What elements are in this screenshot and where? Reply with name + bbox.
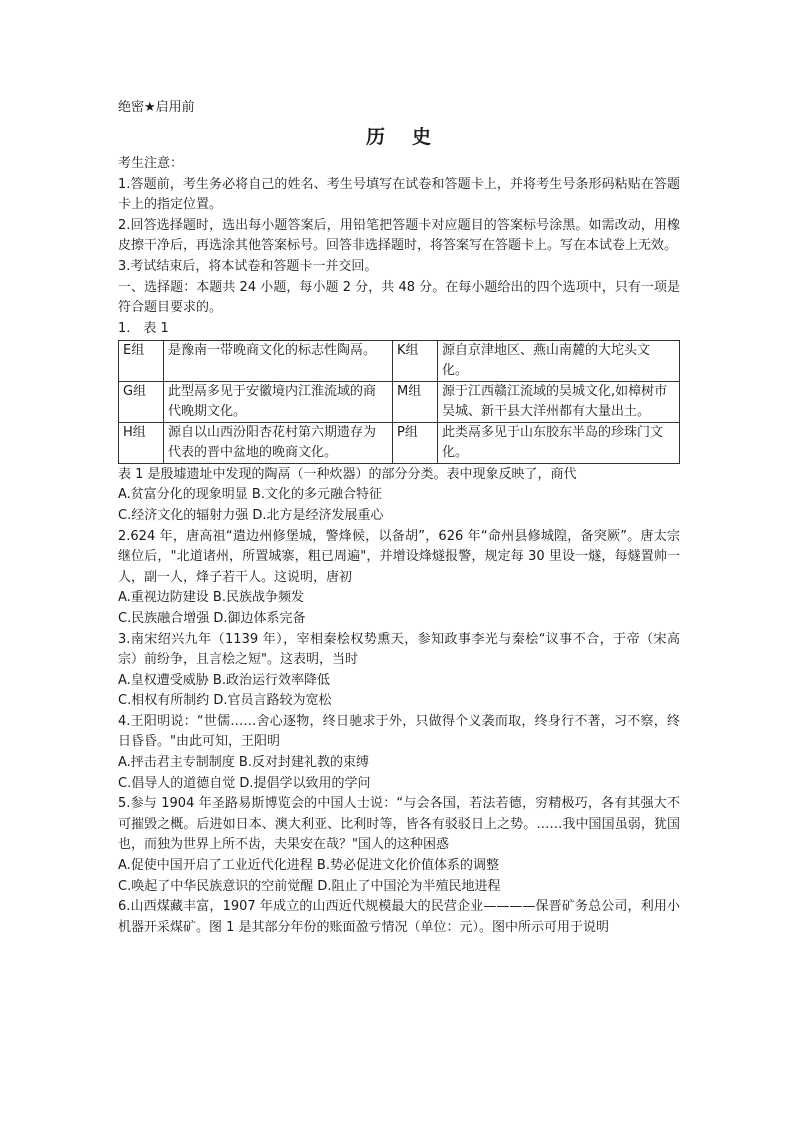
q2-stem: 2.624 年，唐高祖“遣边州修堡城，警烽候，以备胡”，626 年“命州县修城隍，备突厥”。唐太宗继位后，"北道诸州，所置城寨，粗已周遍"，并增设烽燧报警，规定每 30 里设一燧，每燧置帅一人，副一人，烽子若干人。这说明，唐初 <box>118 528 680 585</box>
q4-options-ab: A.抨击君主专制制度 B.反对封建礼教的束缚 <box>118 755 369 771</box>
q3-options-ab: A.皇权遭受威胁 B.政治运行效率降低 <box>118 672 330 688</box>
notice-heading: 考生注意： <box>118 156 184 171</box>
q3-options-cd: C.相权有所制约 D.官员言路较为宽松 <box>118 693 332 709</box>
table-row <box>119 422 680 463</box>
q6-stem: 6.山西煤藏丰富，1907 年成立的山西近代规模最大的民营企业————保晋矿务总公司，利用小机器开采煤矿。图 1 是其部分年份的账面盈亏情况（单位：元）。图中所示可用于说明 <box>118 899 680 935</box>
q4-options-cd: C.倡导人的道德自觉 D.提倡学以致用的学问 <box>118 775 371 791</box>
q5-stem: 5.参与 1904 年圣路易斯博览会的中国人士说：“与会各国，若法若德，穷精极巧，各有其强大不可摧毁之概。后进如日本、澳大利亚、比利时等，皆各有驳驳日上之势。……我中国国虽弱，犹国也，而独为世界上所不齿，夫果安在哉？"国人的这种困惑 <box>118 796 680 853</box>
q5-options-cd: C.唤起了中华民族意识的空前觉醒 D.阻止了中国沦为半殖民地进程 <box>118 878 501 894</box>
notice-item-3: 3.考试结束后，将本试卷和答题卡一并交回。 <box>118 258 378 274</box>
pottery-table <box>118 340 680 464</box>
confidential-mark: 绝密★启用前 <box>118 100 195 115</box>
table-cell: 源于江西赣江流域的吴城文化,如樟树市吴城、新干县大洋州都有大量出土。 <box>438 381 680 422</box>
q3-stem: 3.南宋绍兴九年（1139 年），宰相秦桧权势熏天，参知政事李光与秦桧“议事不合，于帝（宋高宗）前纷争，且言桧之短"。这表明，当时 <box>118 631 680 668</box>
table-cell: E组 <box>119 340 164 381</box>
title-char-2: 史 <box>412 126 433 148</box>
q1-stem: 表 1 是殷墟遗址中发现的陶鬲（一种炊器）的部分分类。表中现象反映了，商代 <box>118 466 577 482</box>
exam-page <box>118 96 680 938</box>
table-cell: 是豫南一带晚商文化的标志性陶鬲。 <box>164 340 393 381</box>
table-cell: H组 <box>119 422 164 463</box>
q2-options-ab: A.重视边防建设 B.民族战争频发 <box>118 590 304 606</box>
table-cell: 此类鬲多见于山东胶东半岛的珍珠门文化。 <box>438 422 680 463</box>
table-cell: P组 <box>393 422 438 463</box>
table-row <box>119 381 680 422</box>
title-char-1: 历 <box>365 126 386 148</box>
notice-item-1: 1.答题前，考生务必将自己的姓名、考生号填写在试卷和答题卡上，并将考生号条形码粘贴在答题卡上的指定位置。 <box>118 176 680 213</box>
q1-options-ab: A.贫富分化的现象明显 B.文化的多元融合特征 <box>118 487 382 503</box>
q5-options-ab: A.促使中国开启了工业近代化进程 B.势必促进文化价值体系的调整 <box>118 858 499 874</box>
page-title <box>118 122 680 152</box>
q1-table-label: 1. 表 1 <box>118 320 169 336</box>
table-cell: 此型鬲多见于安徽境内江淮流域的商代晚期文化。 <box>164 381 393 422</box>
table-cell: 源自京津地区、燕山南麓的大坨头文化。 <box>438 340 680 381</box>
q2-options-cd: C.民族融合增强 D.御边体系完备 <box>118 610 306 626</box>
section-intro: 一、选择题：本题共 24 小题，每小题 2 分，共 48 分。在每小题给出的四个选项中，只有一项是符合题目要求的。 <box>118 279 680 316</box>
table-row <box>119 340 680 381</box>
table-cell: G组 <box>119 381 164 422</box>
table-cell: M组 <box>393 381 438 422</box>
table-cell: K组 <box>393 340 438 381</box>
notice-item-2: 2.回答选择题时，选出每小题答案后，用铅笔把答题卡对应题目的答案标号涂黑。如需改动，用橡皮擦干净后，再选涂其他答案标号。回答非选择题时，将答案写在答题卡上。写在本试卷上无效。 <box>118 217 680 254</box>
table-cell: 源自以山西汾阳杏花村第六期遗存为代表的晋中盆地的晚商文化。 <box>164 422 393 463</box>
q4-stem: 4.王阳明说：“世儒……舍心逐物，终日驰求于外，只做得个义袭而取，终身行不著，习不察，终日昏昏。"由此可知，王阳明 <box>118 713 680 750</box>
q1-options-cd: C.经济文化的辐射力强 D.北方是经济发展重心 <box>118 507 384 523</box>
